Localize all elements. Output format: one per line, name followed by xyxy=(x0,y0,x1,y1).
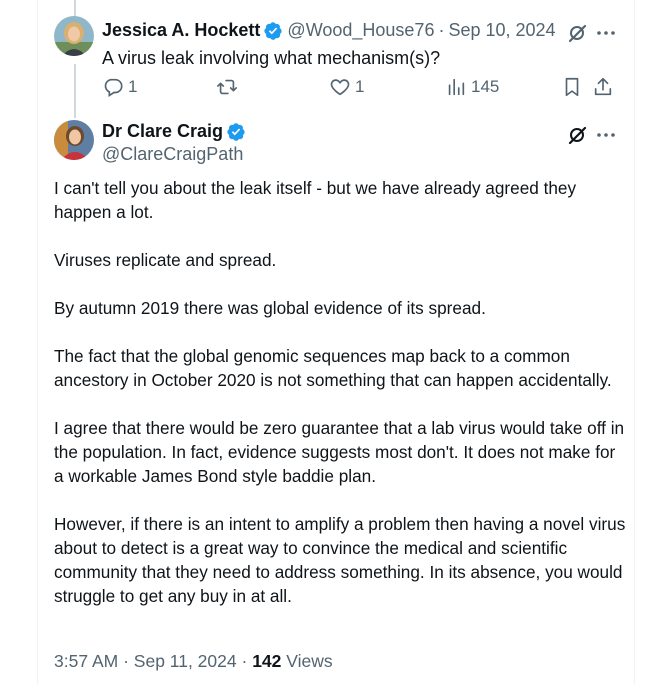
reply-date[interactable]: Sep 10, 2024 xyxy=(448,20,556,40)
thread-connector-top xyxy=(74,0,76,16)
share-button[interactable] xyxy=(592,76,614,98)
tweet-paragraph: By autumn 2019 there was global evidence of its spread. xyxy=(54,298,486,318)
reply-button[interactable] xyxy=(102,76,137,98)
reply-separator: · xyxy=(438,20,445,40)
tweet-time[interactable]: 3:57 AM xyxy=(54,651,119,671)
like-button[interactable] xyxy=(329,76,364,98)
frame-border-left xyxy=(37,0,38,684)
avatar-clare[interactable] xyxy=(54,120,94,160)
tweet-paragraph: The fact that the global genomic sequences map back to a common ancestory in October 2020 is not something that can happen accidentally. xyxy=(54,346,612,390)
main-handle[interactable]: @ClareCraigPath xyxy=(102,144,244,164)
reply-author-name[interactable]: Jessica A. Hockett xyxy=(102,20,261,40)
meta-separator: · xyxy=(123,651,129,671)
reply-handle[interactable]: @Wood_House76 xyxy=(287,20,435,40)
tweet-views-count: 142 xyxy=(252,651,282,671)
tweet-paragraph: I agree that there would be zero guarantee that a lab virus would take off in the population. In fact, evidence suggests most don't. It does not make for a workable James Bond style baddie plan. xyxy=(54,418,625,486)
meta-separator: · xyxy=(241,651,248,671)
tweet-meta xyxy=(54,651,333,672)
verified-badge-icon xyxy=(226,122,246,142)
retweet-icon xyxy=(216,76,238,98)
avatar-jessica[interactable] xyxy=(54,16,94,56)
verified-badge-icon xyxy=(263,21,283,41)
views-count: 145 xyxy=(471,77,500,96)
like-icon xyxy=(329,76,351,98)
grok-icon[interactable] xyxy=(566,124,588,146)
reply-icon xyxy=(102,76,124,98)
tweet-views-label: Views xyxy=(286,651,333,671)
main-tweet-text xyxy=(54,176,626,632)
views-icon xyxy=(445,76,467,98)
retweet-button[interactable] xyxy=(216,76,238,98)
more-icon[interactable] xyxy=(595,124,617,146)
share-icon xyxy=(592,76,614,98)
reply-header xyxy=(102,20,556,41)
reply-text: A virus leak involving what mechanism(s)? xyxy=(102,48,441,68)
main-author-name[interactable]: Dr Clare Craig xyxy=(102,121,224,141)
grok-icon[interactable] xyxy=(566,22,588,44)
main-name-row xyxy=(102,121,250,142)
reply-action-bar xyxy=(102,76,622,102)
thread-connector xyxy=(74,64,76,118)
tweet-paragraph: Viruses replicate and spread. xyxy=(54,250,277,270)
bookmark-icon xyxy=(561,76,583,98)
more-icon[interactable] xyxy=(595,22,617,44)
like-count: 1 xyxy=(355,77,365,96)
frame-border-right xyxy=(634,0,635,684)
bookmark-button[interactable] xyxy=(561,76,583,98)
reply-count: 1 xyxy=(128,77,138,96)
views-button[interactable] xyxy=(445,76,499,98)
tweet-paragraph: I can't tell you about the leak itself - but we have already agreed they happen a lot. xyxy=(54,178,577,222)
tweet-date[interactable]: Sep 11, 2024 xyxy=(133,651,237,671)
tweet-paragraph: However, if there is an intent to amplify a problem then having a novel virus about to detect is a great way to convince the medical and scientific community that they need to address something. In its absence, you would struggle to get any buy in at all. xyxy=(54,514,626,606)
